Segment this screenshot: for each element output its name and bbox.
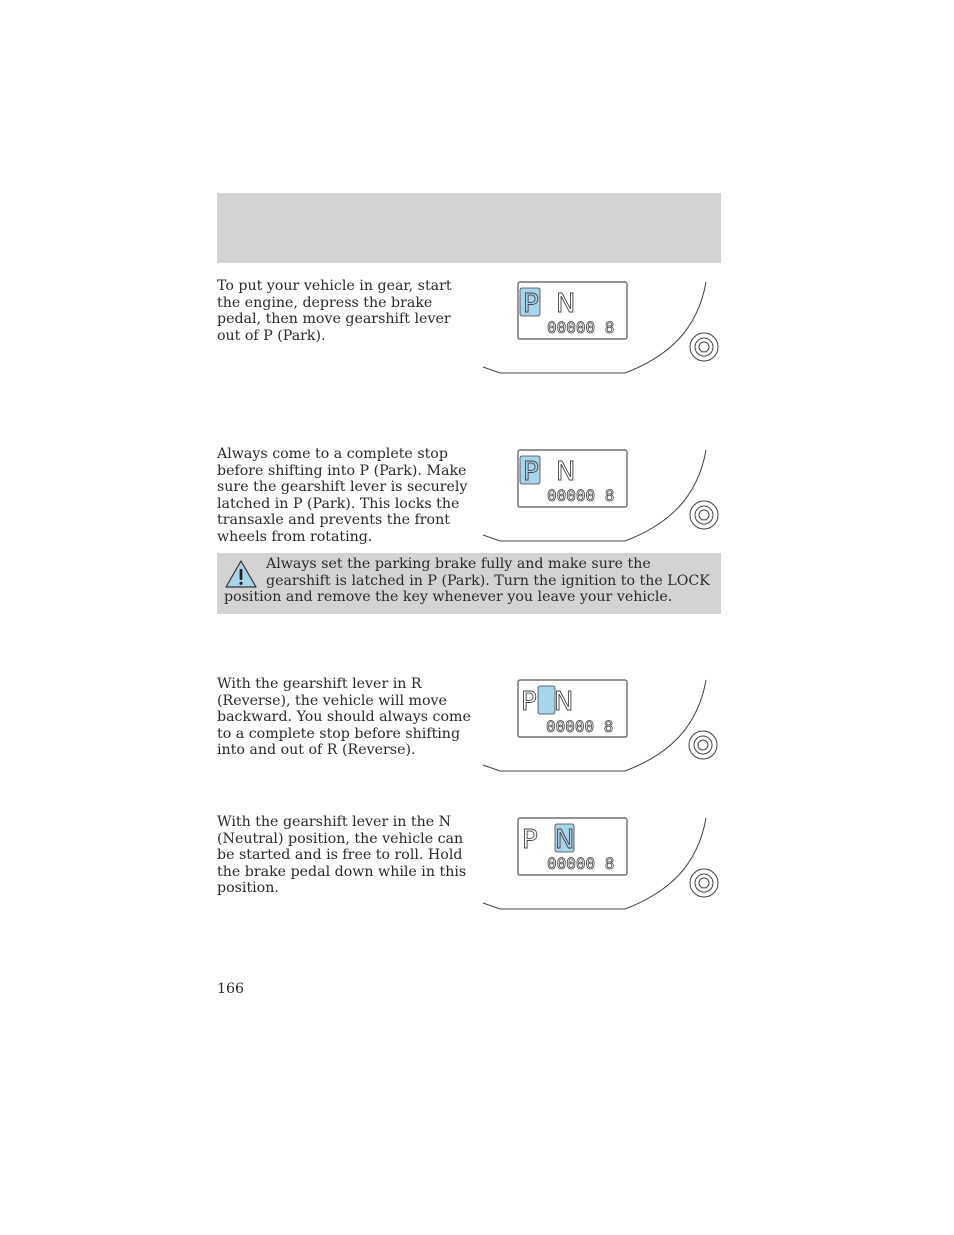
gear-highlight-r (538, 686, 555, 714)
gear-letter-n: N (554, 687, 574, 717)
instruction-paragraph-reverse: With the gearshift lever in R (Reverse), the vehicle will move backward. You should always come to a complete stop before shifting into and out of R (Reverse). (217, 676, 471, 759)
odometer-readout: 00000 8 (546, 717, 614, 736)
gear-letter-n: N (555, 825, 575, 855)
warning-box (217, 553, 721, 614)
header-band (217, 193, 721, 263)
gear-letter-p: P (523, 457, 539, 487)
warning-triangle-icon (224, 559, 258, 589)
gear-display-figure-park (480, 278, 725, 378)
gear-letter-n: N (556, 457, 576, 487)
instruction-paragraph-park-start: To put your vehicle in gear, start the engine, depress the brake pedal, then move gearshift lever out of P (Park). (217, 278, 452, 344)
instruction-paragraph-neutral: With the gearshift lever in the N (Neutral) position, the vehicle can be started and is free to roll. Hold the brake pedal down while in this position. (217, 814, 467, 897)
odometer-readout: 00000 8 (547, 318, 615, 337)
control-knob-icon (690, 869, 718, 897)
gear-letter-p: P (523, 289, 539, 319)
warning-text: Always set the parking brake fully and make sure the gearshift is latched in P (Park). Turn the ignition to the LOCK position and remove the key whenever you leave your vehicle. (224, 556, 710, 606)
gear-display-figure-park-2 (480, 446, 725, 546)
odometer-readout: 00000 8 (547, 854, 615, 873)
gear-display-figure-reverse (480, 676, 725, 776)
control-knob-icon (690, 333, 718, 361)
page-number: 166 (217, 981, 245, 997)
gear-display-figure-neutral (480, 814, 725, 914)
odometer-readout: 00000 8 (547, 486, 615, 505)
control-knob-icon (690, 501, 718, 529)
control-knob-icon (689, 731, 717, 759)
gear-letter-p: P (521, 687, 537, 717)
gear-letter-n: N (556, 289, 576, 319)
instruction-paragraph-park-stop: Always come to a complete stop before shifting into P (Park). Make sure the gearshift lever is securely latched in P (Park). This locks the transaxle and prevents the front wheels from rotating. (217, 446, 468, 545)
gear-letter-p: P (522, 825, 538, 855)
